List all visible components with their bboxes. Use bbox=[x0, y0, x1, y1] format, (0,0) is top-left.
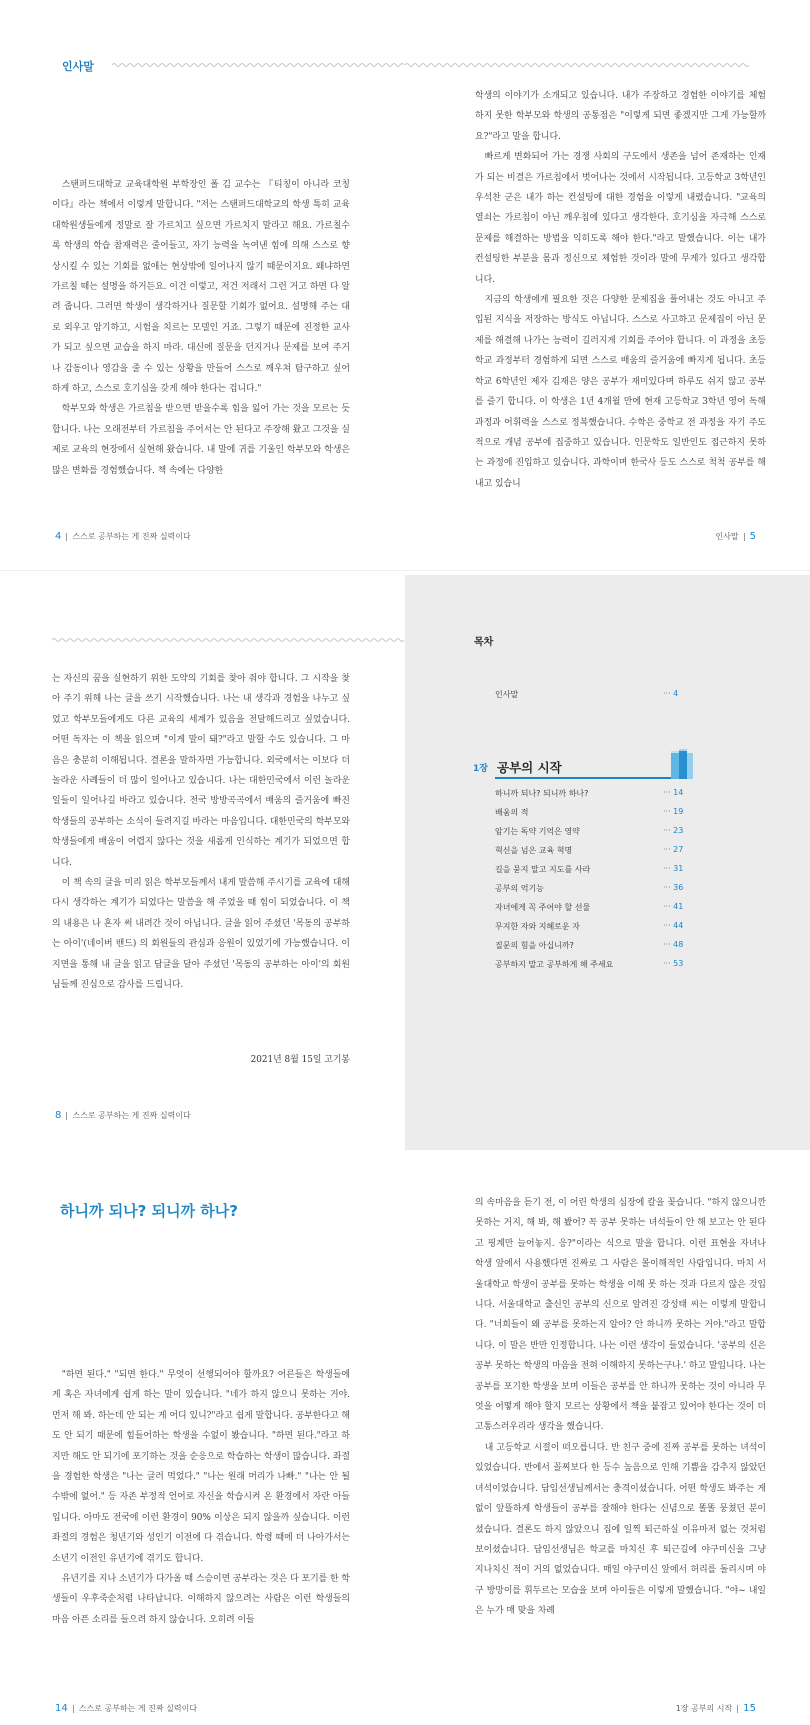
page-14 bbox=[0, 1150, 405, 1725]
body-text bbox=[52, 1365, 350, 1630]
folio bbox=[55, 531, 191, 542]
paragraph: 는 자신의 꿈을 실현하기 위한 도약의 기회를 찾아 줘야 합니다. 그 시작을 찾아 주기 위해 나는 글을 쓰기 시작했습니다. 나는 내 생각과 경험을 나누고 싶었고 학부모들에게도 다른 교육의 세계가 있음을 전달해드리고 싶었습니다. 어떤 독자는 이 책을 읽으며 "이게 말이 돼?"라고 말할 수도 있습니다. 그 마음은 충분히 이해됩니다. 결론을 말하자면 가능합니다. 외국에서는 이보다 더 놀라운 사례들이 더 많이 일어나고 있습니다. 나는 대한민국에서 이런 놀라운 일들이 일어나길 바라고 있습니다. 전국 방방곡곡에서 배움의 즐거움에 빠진 학생들의 공부하는 소식이 들려지길 바라는 마음입니다. 대한민국의 학부모와 학생들에게 배움이 어렵지 않다는 것을 새롭게 인식하는 계기가 되었으면 합니다. bbox=[52, 674, 350, 868]
toc-page-number: ··· 41 bbox=[663, 902, 684, 911]
wavy-rule bbox=[112, 62, 405, 68]
folio-divider bbox=[66, 533, 67, 541]
page-number: 14 bbox=[55, 1703, 68, 1714]
toc-entry[interactable]: 혁신을 넘은 교육 혁명 bbox=[495, 846, 573, 855]
running-title: 스스로 공부하는 게 진짜 실력이다 bbox=[72, 1111, 191, 1120]
chapter-title[interactable]: 공부의 시작 bbox=[497, 760, 562, 775]
toc-entry[interactable]: 공부하지 말고 공부하게 해 주세요 bbox=[495, 960, 614, 969]
toc-page-number: ··· 53 bbox=[663, 959, 684, 968]
toc-entry[interactable]: 배움의 적 bbox=[495, 808, 529, 817]
toc-title: 목차 bbox=[474, 637, 494, 648]
paragraph: 학생의 이야기가 소개되고 있습니다. 내가 주장하고 경험한 이야기를 체험하지 못한 학부모와 학생의 공통점은 "이렇게 되면 좋겠지만 그게 가능할까요?"라고 말을 합니다. bbox=[475, 91, 766, 142]
paragraph: 이 책 속의 글을 미리 읽은 학부모들께서 내게 말씀해 주시기를 교육에 대해 다시 생각하는 계기가 되었다는 말씀을 해 주었을 때 힘이 되었습니다. 이 책의 내용은 나 혼자 써 내려간 것이 아닙니다. 글을 읽어 주셨던 '목동의 공부하는 아이'(네이버 밴드) 의 회원들의 관심과 응원이 있었기에 가능했습니다. 이 지면을 통해 내 글을 읽고 답글을 달아 주셨던 '목동의 공부하는 아이'의 회원님들께 진심으로 감사를 드립니다. bbox=[52, 878, 351, 991]
toc-page bbox=[405, 575, 810, 1150]
toc-page-number: ··· 23 bbox=[663, 826, 684, 835]
page-15 bbox=[405, 1150, 810, 1725]
paragraph: 학부모와 학생은 가르침을 받으면 받을수록 힘을 잃어 가는 것을 모르는 듯합니다. 나는 오래전부터 가르침을 주어서는 안 된다고 주장해 왔고 그것을 실제로 교육의 현장에서 실현해 왔습니다. 내 말에 귀를 기울인 학부모와 학생은 많은 변화를 경험했습니다. 책 속에는 다양한 bbox=[52, 404, 350, 476]
paragraph: 내 고등학교 시절이 떠오릅니다. 반 친구 중에 진짜 공부를 못하는 녀석이 있었습니다. 반에서 꼴찌보다 한 등수 높음으로 인해 기쁨을 감추지 않았던 녀석이었습니다. 담임선생님께서는 충격이셨습니다. 어떤 학생도 봐주는 게 없이 앞뜰하게 학생들이 공부를 잘해야 한다는 신념으로 똘똘 뭉쳤던 분이셨습니다. 결론도 하지 않았으니 집에 일찍 퇴근하실 이유마저 없는 것처럼 보이셨습니다. 담임선생님은 학교를 마치신 후 퇴근길에 야구미신을 그냥 지나치신 적이 거의 없었습니다. 매일 야구미신 앞에서 허리를 돌리시며 야구 방망이를 휘두르는 모습을 보며 아이들은 이렇게 말했습니다. "야~ 내일은 누가 매 맞을 차례 bbox=[475, 1442, 766, 1617]
page-number: 4 bbox=[55, 531, 62, 542]
paragraph: "하면 된다." "되면 한다." 무엇이 선행되어야 할까요? 어른들은 학생들에게 혹은 자녀에게 쉽게 하는 말이 있습니다. "네가 하지 않으니 못하는 거야. 먼저 해 봐. 하는데 안 되는 게 어디 있니?"라고 쉽게 말합니다. 공부한다고 해도 안 되기 때문에 힘들어하는 학생을 수없이 봤습니다. "하면 된다."라고 하지만 해도 안 되기에 포기하는 것을 순응으로 학습하는 학생이 많습니다. 좌절을 경험한 학생은 "나는 글러 먹었다." "나는 원래 머리가 나빠." "나는 안 될 수밖에 없어." 등 자존 부정적 언어로 자신을 학습시켜 온 환경에서 자란 아들입니다. 아마도 전국에 이런 환경이 90% 이상은 되지 않을까 싶습니다. 이런 좌절의 경험은 청년기와 성인기 이전에 다 겪습니다. 학령 때에 더 나아가서는 소년기 이전인 유년기에 겪기도 합니다. bbox=[52, 1370, 350, 1564]
paragraph: 유년기를 지나 소년기가 다가올 때 스승이면 공부라는 것은 다 포기를 한 학생들이 우후죽순처럼 나타납니다. 이해하지 않으려는 사람은 이런 학생들의 마음 아픈 소리를 들으려 하지 않습니다. 오히려 이들 bbox=[52, 1574, 351, 1625]
folio-divider bbox=[744, 533, 745, 541]
running-title: 스스로 공부하는 게 진짜 실력이다 bbox=[72, 532, 191, 541]
page-number: 15 bbox=[743, 1703, 756, 1714]
page-8 bbox=[0, 575, 405, 1150]
wavy-rule bbox=[405, 62, 750, 68]
paragraph: 의 속마음을 듣기 전, 이 어린 학생의 심장에 칼을 꽂습니다. "하지 않으니깐 못하는 거지, 해 봐, 해 봤어? 꼭 공부 못하는 녀석들이 안 해 보고는 안 된다고 핑계만 늘어놓지. 응?"이라는 식으로 말을 합니다. 이런 표현을 자녀나 학생 앞에서 사용했다면 진짜로 그 사람은 몰이해적인 사람입니다. 마치 서울대학교 학생이 공부를 못하는 학생을 이해 못 하는 것과 다르지 않은 것입니다. 서울대학교 출신인 공부의 신으로 알려진 강성태 씨는 이렇게 말합니다. "너희들이 왜 공부를 못하는지 알아? 안 하니까 못하는 거야."라고 말합니다. 이 말은 반만 인정합니다. 나는 이런 생각이 들었습니다. '공부의 신은 공부 못하는 학생의 마음을 전혀 이해하지 못하는구나.' 하고 말입니다. 나는 공부를 포기한 학생을 보며 이들은 공부를 안 하니까 못하는 것이 아니라 무엇을 어떻게 해야 할지 모르는 상황에서 책을 붙잡고 있어야 한다는 것이 더 고통스러우리라 생각을 했습니다. bbox=[475, 1198, 766, 1433]
section-label: 인사말 bbox=[62, 60, 94, 73]
body-text bbox=[475, 86, 766, 494]
section-title: 하니까 되나? 되니까 하나? bbox=[60, 1202, 238, 1220]
folio bbox=[676, 1703, 756, 1714]
paragraph: 지금의 학생에게 필요한 것은 다양한 문제집을 풀어내는 것도 아니고 주입된 지식을 저장하는 방식도 아닙니다. 스스로 사고하고 문제집이 아닌 문제를 해결해 나가는 능력이 길러지게 기회를 주어야 합니다. 이 과정을 초등학교 과정부터 경험하게 되면 스스로 배움의 즐거움에 빠지게 됩니다. 초등학교 6학년인 제자 김재은 양은 공부가 재미있다며 하루도 쉬지 않고 공부를 즐기 합니다. 이 학생은 1년 4개월 만에 현재 고등학교 3학년 영어 독해 과정과 어휘력을 스스로 정복했습니다. 수학은 중학교 전 과정을 자기 주도적으로 개념 공부에 집중하고 있습니다. 인문학도 일반인도 접근하지 못하는 과정에 진입하고 있습니다. 과학이며 한국사 등도 스스로 척척 공부를 해 내고 있습니 bbox=[475, 295, 766, 489]
page-number: 8 bbox=[55, 1110, 62, 1121]
paragraph: 빠르게 변화되어 가는 경쟁 사회의 구도에서 생존을 넘어 존재하는 인재가 되는 비결은 가르침에서 벗어나는 것에서 시작됩니다. 고등학교 3학년인 우석찬 군은 내가 하는 컨설팅에 대한 경험을 이렇게 내렸습니다. "교육의 열쇠는 가르침이 아닌 깨우침에 있다고 생각한다. 호기심을 자극해 스스로 문제를 해결하는 방법을 익히도록 해야 한다."라고 말했습니다. 이는 내가 컨설팅한 부분을 몸과 정신으로 체험한 것이라 말에 무게가 있다고 생각합니다. bbox=[475, 152, 766, 285]
folio bbox=[55, 1110, 191, 1121]
toc-entry[interactable]: 공부의 억기능 bbox=[495, 884, 544, 893]
body-text bbox=[52, 669, 350, 996]
toc-entry[interactable]: 길을 묻지 말고 지도를 사라 bbox=[495, 865, 591, 874]
toc-page-number: ··· 4 bbox=[663, 689, 679, 698]
toc-entry[interactable]: 암기는 독약 기억은 영약 bbox=[495, 827, 580, 836]
toc-page-number: ··· 36 bbox=[663, 883, 684, 892]
page-4 bbox=[0, 0, 405, 570]
toc-entry[interactable]: 자녀에게 꼭 주어야 할 선물 bbox=[495, 903, 591, 912]
body-text bbox=[52, 175, 350, 481]
folio-divider bbox=[66, 1112, 67, 1120]
date-signature: 2021년 8월 15일 고기봉 bbox=[250, 1055, 350, 1065]
folio-divider bbox=[737, 1705, 738, 1713]
toc-page-number: ··· 48 bbox=[663, 940, 684, 949]
chapter-number: 1장 bbox=[473, 764, 488, 774]
spread-separator bbox=[0, 570, 810, 571]
books-icon bbox=[669, 745, 695, 781]
wavy-rule bbox=[52, 637, 405, 643]
toc-page-number: ··· 19 bbox=[663, 807, 684, 816]
page-number: 5 bbox=[749, 531, 756, 542]
running-title: 1장 공부의 시작 bbox=[675, 1704, 733, 1713]
toc-entry[interactable]: 질문의 힘을 아십니까? bbox=[495, 941, 574, 950]
chapter-underline bbox=[495, 777, 675, 779]
toc-entry-intro[interactable]: 인사말 bbox=[495, 690, 519, 699]
toc-entry[interactable]: 하니까 되나? 되니까 하나? bbox=[495, 789, 589, 798]
paragraph: 스탠퍼드대학교 교육대학원 부학장인 폴 김 교수는 『티칭이 아니라 코칭이다』라는 책에서 이렇게 말합니다. "저는 스탠퍼드대학교의 학생 특히 교육대학원생들에게 정말로 잘 가르치고 싶으면 가르치지 말라고 해요. 가르칠수록 학생의 학습 참재력은 줄어들고, 자기 능력을 녹여낸 힘에 의해 스스로 향상시킬 수 있는 기회를 없애는 현상밖에 일어나지 않기 때문이지요. 왜냐하면 가르칠 때는 설명을 하거든요. 이건 이렇고, 저건 저래서 그런 거고 하면 다 알려 줍니다. 그러면 학생이 생각하거나 질문할 기회가 없어요. 설명해 주는 대로 외우고 암기하고, 시험을 치르는 모델인 거죠. 그렇기 때문에 진정한 교사가 되고 싶으면 교습을 하지 마라. 대신에 질문을 던지거나 문제를 보여 주거나 감동이나 영감을 줄 수 있는 상황을 만들어 스스로 깨우쳐 탐구하고 싶어 하게 하고, 스스로 호기심을 갖게 해야 한다는 겁니다." bbox=[52, 180, 350, 395]
folio bbox=[715, 531, 756, 542]
body-text bbox=[475, 1193, 766, 1622]
toc-page-number: ··· 14 bbox=[663, 788, 684, 797]
toc-page-number: ··· 27 bbox=[663, 845, 684, 854]
toc-page-number: ··· 31 bbox=[663, 864, 684, 873]
toc-entry[interactable]: 무지한 자와 지혜로운 자 bbox=[495, 922, 580, 931]
page-5 bbox=[405, 0, 810, 570]
running-title: 스스로 공부하는 게 진짜 실력이다 bbox=[78, 1704, 198, 1713]
toc-page-number: ··· 44 bbox=[663, 921, 684, 930]
running-title: 인사말 bbox=[715, 532, 739, 541]
folio-divider bbox=[73, 1705, 74, 1713]
folio bbox=[55, 1703, 197, 1714]
